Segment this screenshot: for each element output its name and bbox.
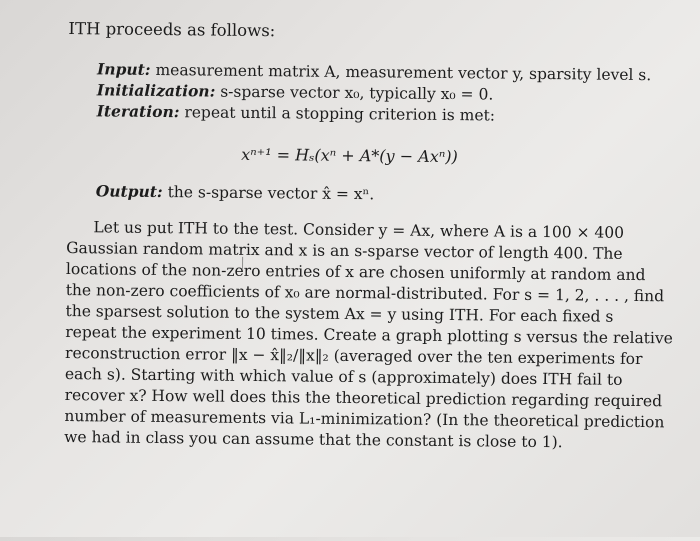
paragraph-line: repeat the experiment 10 times. Create a graph plotting s versus the relative (65, 323, 673, 348)
paragraph-line: Gaussian random matrix and x is an s-sparse vector of length 400. The (66, 239, 623, 263)
iteration-equation: xⁿ⁺¹ = Hₛ(xⁿ + A*(y − Axⁿ)) (241, 144, 458, 167)
paragraph-line: Let us put ITH to the test. Consider y = Ax, where A is a 100 × 400 (93, 218, 625, 242)
paragraph-line: recover x? How well does this the theoretical prediction regarding required (64, 386, 663, 411)
paragraph-line: we had in class you can assume that the constant is close to 1). (64, 428, 563, 452)
paragraph-line: number of measurements via L₁-minimization? (In the theoretical prediction (64, 407, 665, 432)
paragraph-line: locations of the non-zero entries of x are chosen uniformly at random and (65, 260, 646, 285)
paragraph-line: reconstruction error ‖x − x̂‖₂/‖x‖₂ (averaged over the ten experiments for (64, 344, 643, 369)
paragraph-line: each s). Starting with which value of s (approximately) does ITH fail to (64, 365, 623, 389)
initialization-line (97, 80, 494, 104)
iteration-text: repeat until a stopping criterion is met: (179, 103, 496, 125)
paragraph-line: the non-zero coefficients of x₀ are normal-distributed. For s = 1, 2, . . . , find (65, 281, 665, 306)
initialization-label: Initialization: (96, 80, 216, 101)
text-cursor-mark (242, 257, 247, 269)
heading: ITH proceeds as follows: (68, 19, 276, 41)
iteration-line (97, 101, 496, 125)
initialization-text: s-sparse vector x₀, typically x₀ = 0. (215, 82, 494, 104)
output-label: Output: (95, 181, 163, 202)
iteration-label: Iteration: (96, 101, 180, 122)
input-text: measurement matrix A, measurement vector y, sparsity level s. (150, 60, 652, 85)
input-label: Input: (96, 59, 151, 79)
output-text: the s-sparse vector x̂ = xⁿ. (162, 183, 375, 204)
paragraph-line: the sparsest solution to the system Ax = y using ITH. For each fixed s (65, 302, 614, 326)
output-line (96, 181, 375, 204)
